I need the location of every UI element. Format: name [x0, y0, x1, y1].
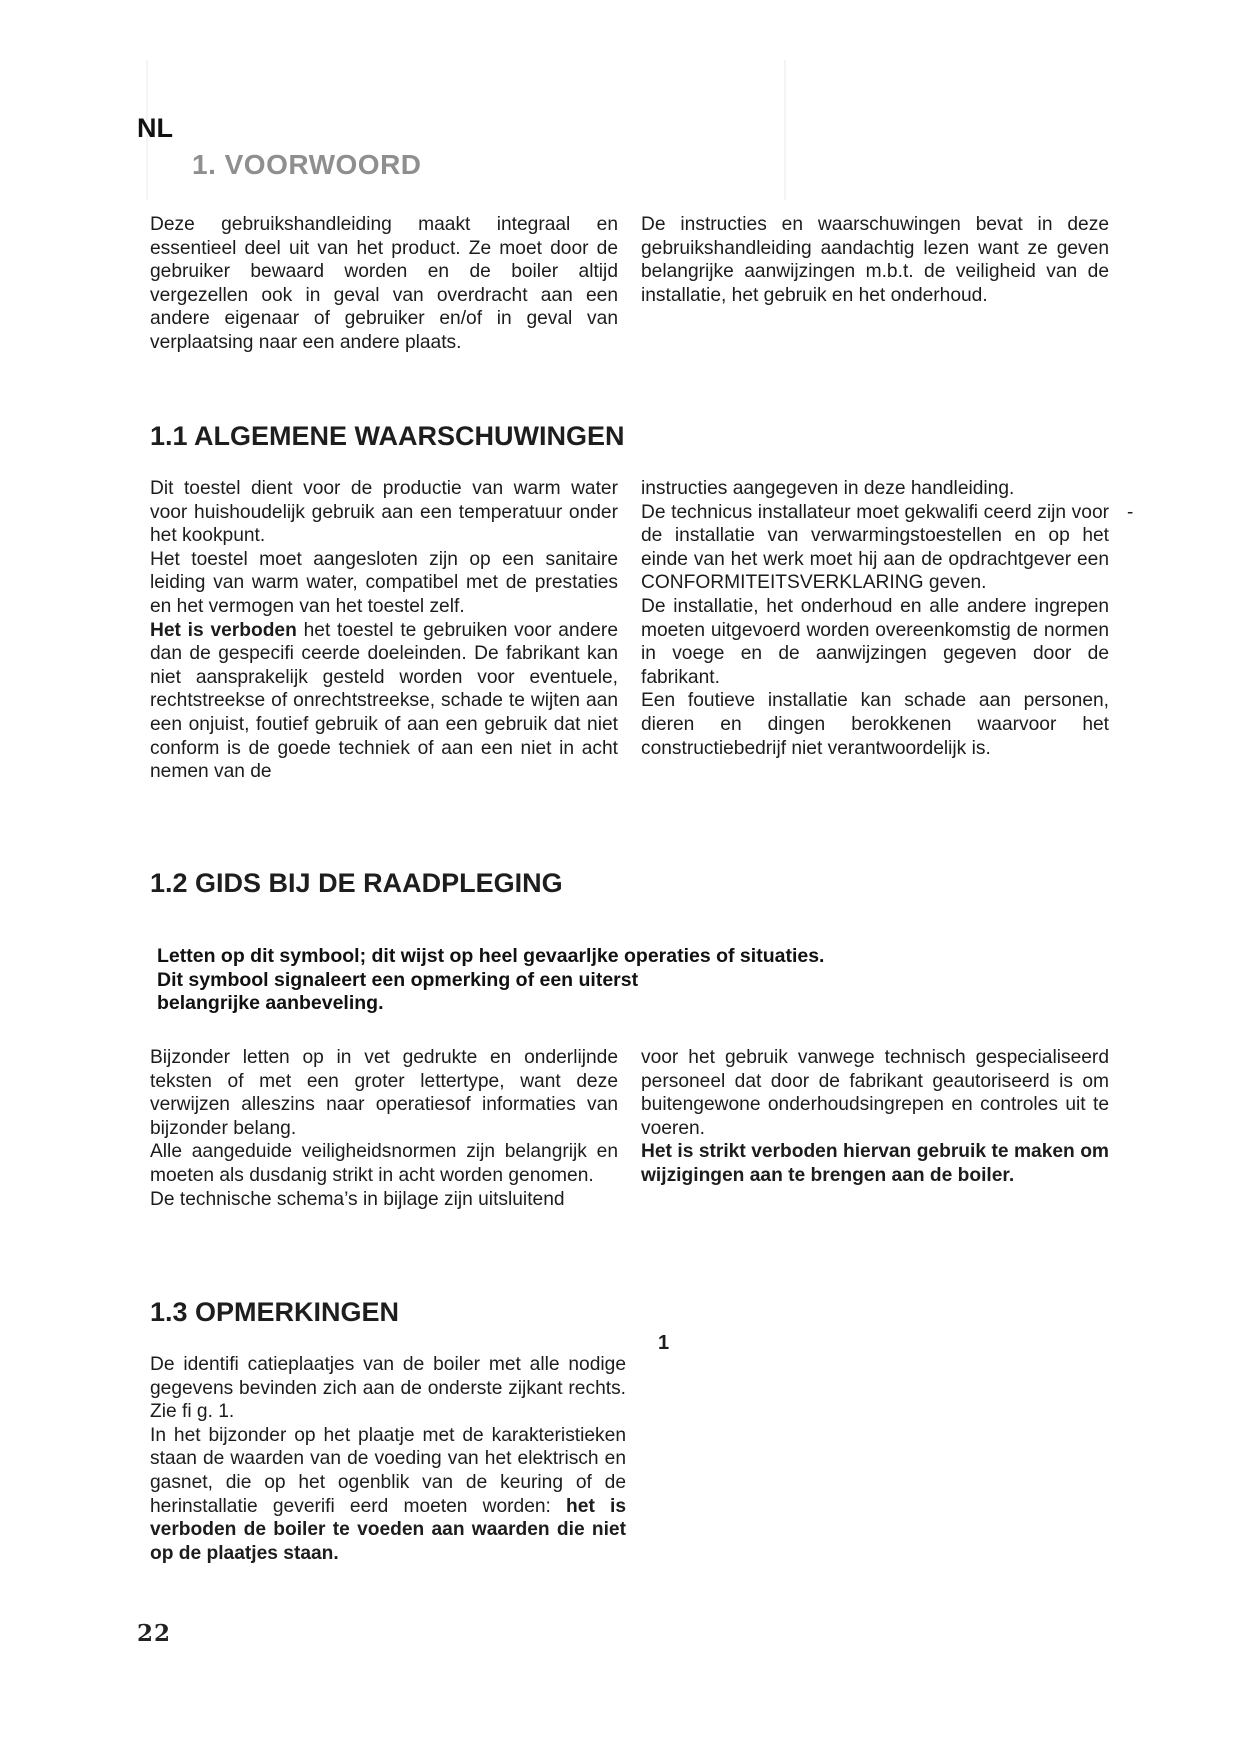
section-1-1-left-paragraph-3 — [150, 619, 618, 784]
section-1-1-right-paragraph-1: instructies aangegeven in deze handleiding. — [641, 478, 1015, 499]
section-1-2-left-paragraph-3: De technische schema’s in bijlage zijn uitsluitend — [150, 1188, 565, 1210]
page-title: 1. VOORWOORD — [192, 149, 422, 180]
stray-hyphen: - — [1127, 502, 1134, 523]
note-warning-line-1: Dit symbool signaleert een opmerking of een uiterst — [157, 968, 639, 991]
prohibition-emphasis: Het is verboden — [150, 619, 297, 641]
section-1-1-right-paragraph-4: Een foutieve installatie kan schade aan personen, dieren en dingen berokkenen waarvoor het constructiebedrijf niet verantwoordelijk is. — [641, 690, 1109, 759]
prohibition-text: het toestel te gebruiken voor andere dan de gespecifi ceerde doeleinden. De fabrikant kan niet aansprakelijk gesteld worden voor eventuele, rechtstreekse of onrechtstreekse, schade te wijten aan een onjuist, foutief gebruik of aan een gebruik dat niet conform is de goede techniek of aan een niet in acht nemen van de — [150, 619, 618, 783]
section-1-2-right-bold-paragraph: Het is strikt verboden hiervan gebruik te maken om wijzigingen aan te brengen aan de boiler. — [641, 1141, 1109, 1186]
section-1-2-right-paragraph-1: voor het gebruik vanwege technisch gespecialiseerd personeel dat door de fabrikant geautoriseerd is om buitengewone onderhoudsingrepen en controles uit te voeren. — [641, 1047, 1109, 1139]
section-1-1-left-paragraph-1: Dit toestel dient voor de productie van warm water voor huishoudelijk gebruik aan een temperatuur onder het kookpunt. — [150, 478, 618, 547]
section-1-1-left-column — [150, 477, 618, 784]
intro-left-column — [150, 213, 618, 355]
section-1-3-prohibition: het is verboden de boiler te voeden aan waarden die niet op de plaatjes staan. — [150, 1495, 626, 1564]
section-1-2-right-column — [641, 1046, 1109, 1188]
section-1-3-column — [150, 1353, 626, 1565]
section-1-1-right-column — [641, 477, 1109, 760]
danger-warning-line: Letten op dit symbool; dit wijst op heel gevaarljke operaties of situaties. — [157, 945, 825, 967]
section-1-3-paragraph-2 — [150, 1424, 626, 1566]
section-1-1-right-paragraph-3: De installatie, het onderhoud en alle andere ingrepen moeten uitgevoerd worden overeenkomstig de normen in voege en de aanwijzingen gegeven door de fabrikant. — [641, 595, 1109, 688]
intro-right-paragraph: De instructies en waarschuwingen bevat in deze gebruikshandleiding aandachtig lezen want ze geven belangrijke aanwijzingen m.b.t. de veiligheid van de installatie, het gebruik en het onderhoud. — [641, 214, 1109, 306]
scan-shadow-right — [784, 60, 786, 200]
figure-label: 1 — [658, 1332, 670, 1354]
section-1-1-heading: 1.1 ALGEMENE WAARSCHUWINGEN — [150, 421, 625, 451]
section-1-1-left-paragraph-2: Het toestel moet aangesloten zijn op een sanitaire leiding van warm water, compatibel met de prestaties en het vermogen van het toestel zelf. — [150, 548, 618, 617]
intro-left-paragraph: Deze gebruikshandleiding maakt integraal en essentieel deel uit van het product. Ze moet door de gebruiker bewaard worden en de boiler altijd vergezellen ook in geval van overdracht aan een andere eigenaar of gebruiker en/of in geval van verplaatsing naar een andere plaats. — [150, 214, 618, 353]
intro-right-column — [641, 213, 1109, 307]
section-1-2-left-paragraph-1: Bijzonder letten op in vet gedrukte en onderlijnde teksten of met een groter lettertype, want deze verwijzen alleszins naar operatiesof informaties van bijzonder belang. — [150, 1047, 618, 1139]
section-1-2-left-column — [150, 1046, 618, 1211]
section-1-3-heading: 1.3 OPMERKINGEN — [150, 1297, 400, 1327]
warning-notes — [157, 945, 824, 1016]
section-1-3-paragraph-2-text: In het bijzonder op het plaatje met de karakteristieken staan de waarden van de voeding van het elektrisch en gasnet, die op het ogenblik van de keuring of de herinstallatie geverifi eerd moeten worden: — [150, 1424, 626, 1517]
page-number: 22 — [137, 1620, 172, 1647]
language-code: NL — [137, 113, 173, 143]
section-1-2-left-paragraph-2: Alle aangeduide veiligheidsnormen zijn belangrijk en moeten als dusdanig strikt in acht worden genomen. — [150, 1141, 618, 1186]
section-1-1-right-paragraph-2: De technicus installateur moet gekwalifi ceerd zijn voor de installatie van verwarmingstoestellen en op het einde van het werk moet hij aan de opdrachtgever een CONFORMITEITSVERKLARING geven. — [641, 501, 1109, 594]
note-warning-line-2: belangrijke aanbeveling. — [157, 992, 384, 1014]
section-1-3-paragraph-1: De identifi catieplaatjes van de boiler met alle nodige gegevens bevinden zich aan de onderste zijkant rechts. Zie fi g. 1. — [150, 1354, 626, 1423]
section-1-2-heading: 1.2 GIDS BIJ DE RAADPLEGING — [150, 868, 563, 898]
